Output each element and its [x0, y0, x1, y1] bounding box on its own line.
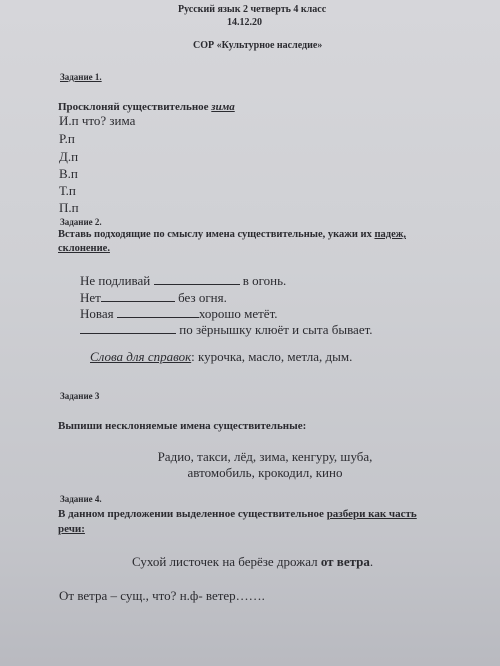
- task4-label: Задание 4.: [60, 494, 102, 504]
- case-row-dat: Д.п: [59, 149, 79, 164]
- sentence-1: [80, 272, 286, 289]
- sentence-3-end: хорошо метёт.: [198, 306, 278, 321]
- hint-line: [90, 349, 352, 365]
- sentence-4: [80, 321, 373, 338]
- sentence-1-start: Не подливай: [80, 273, 151, 288]
- task4-instruction-parse: разбери как часть: [326, 508, 417, 520]
- task3-instruction: Выпиши несклоняемые имена существительные:: [58, 420, 307, 432]
- task4-sentence: [132, 554, 373, 570]
- case-row-gen: Р.п: [59, 131, 75, 146]
- sentence-3-start: Новая: [80, 306, 114, 321]
- hint-words: : курочка, масло, метла, дым.: [191, 349, 353, 364]
- case-row-acc: В.п: [59, 166, 78, 181]
- task3-words-line1: Радио, такси, лёд, зима, кенгуру, шуба,: [157, 449, 373, 464]
- sentence-2-start: Нет: [80, 290, 101, 305]
- case-row-pre: П.п: [59, 200, 79, 215]
- task4-instruction-line1: [58, 508, 417, 520]
- task2-label: Задание 2.: [60, 217, 102, 227]
- task1-instruction: [58, 101, 235, 113]
- sentence-2: [80, 289, 227, 306]
- task2-instruction-case: падеж,: [374, 229, 406, 240]
- sentence-4-end: по зёрнышку клюёт и сыта бывает.: [179, 322, 373, 337]
- header-assessment-title: СОР «Культурное наследие»: [193, 40, 323, 51]
- task4-highlighted-noun: от ветра: [320, 554, 370, 569]
- task2-instruction-text: Вставь подходящие по смыслу имена существительные, укажи их: [58, 229, 372, 240]
- sentence-1-end: в огонь.: [242, 273, 287, 288]
- sentence-3: [80, 305, 278, 322]
- case-row-nom: И.п что? зима: [59, 113, 136, 128]
- task3-label: Задание 3: [60, 391, 100, 401]
- task1-label: Задание 1.: [60, 72, 102, 82]
- sentence-2-end: без огня.: [178, 290, 227, 305]
- blank-line: [117, 305, 199, 318]
- task1-instruction-text: Просклоняй существительное: [58, 101, 209, 113]
- hint-label: Слова для справок: [90, 349, 192, 364]
- task4-instruction-text: В данном предложении выделенное существительное: [58, 508, 324, 520]
- blank-line: [154, 272, 240, 285]
- blank-line: [80, 321, 176, 334]
- task4-answer: От ветра – сущ., что? н.ф- ветер…….: [59, 588, 265, 603]
- task2-instruction-line2: склонение.: [58, 243, 110, 254]
- case-row-ins: Т.п: [59, 183, 76, 198]
- task2-instruction-line1: [58, 229, 406, 240]
- task1-word: зима: [211, 101, 235, 113]
- header-date: 14.12.20: [227, 17, 262, 28]
- header-line-1: Русский язык 2 четверть 4 класс: [178, 4, 327, 15]
- task4-sentence-end: .: [369, 554, 374, 569]
- task4-sentence-start: Сухой листочек на берёзе дрожал: [132, 554, 321, 569]
- task3-words-line2: автомобиль, крокодил, кино: [187, 465, 343, 480]
- task4-instruction-line2: речи:: [58, 523, 85, 535]
- blank-line: [101, 289, 175, 302]
